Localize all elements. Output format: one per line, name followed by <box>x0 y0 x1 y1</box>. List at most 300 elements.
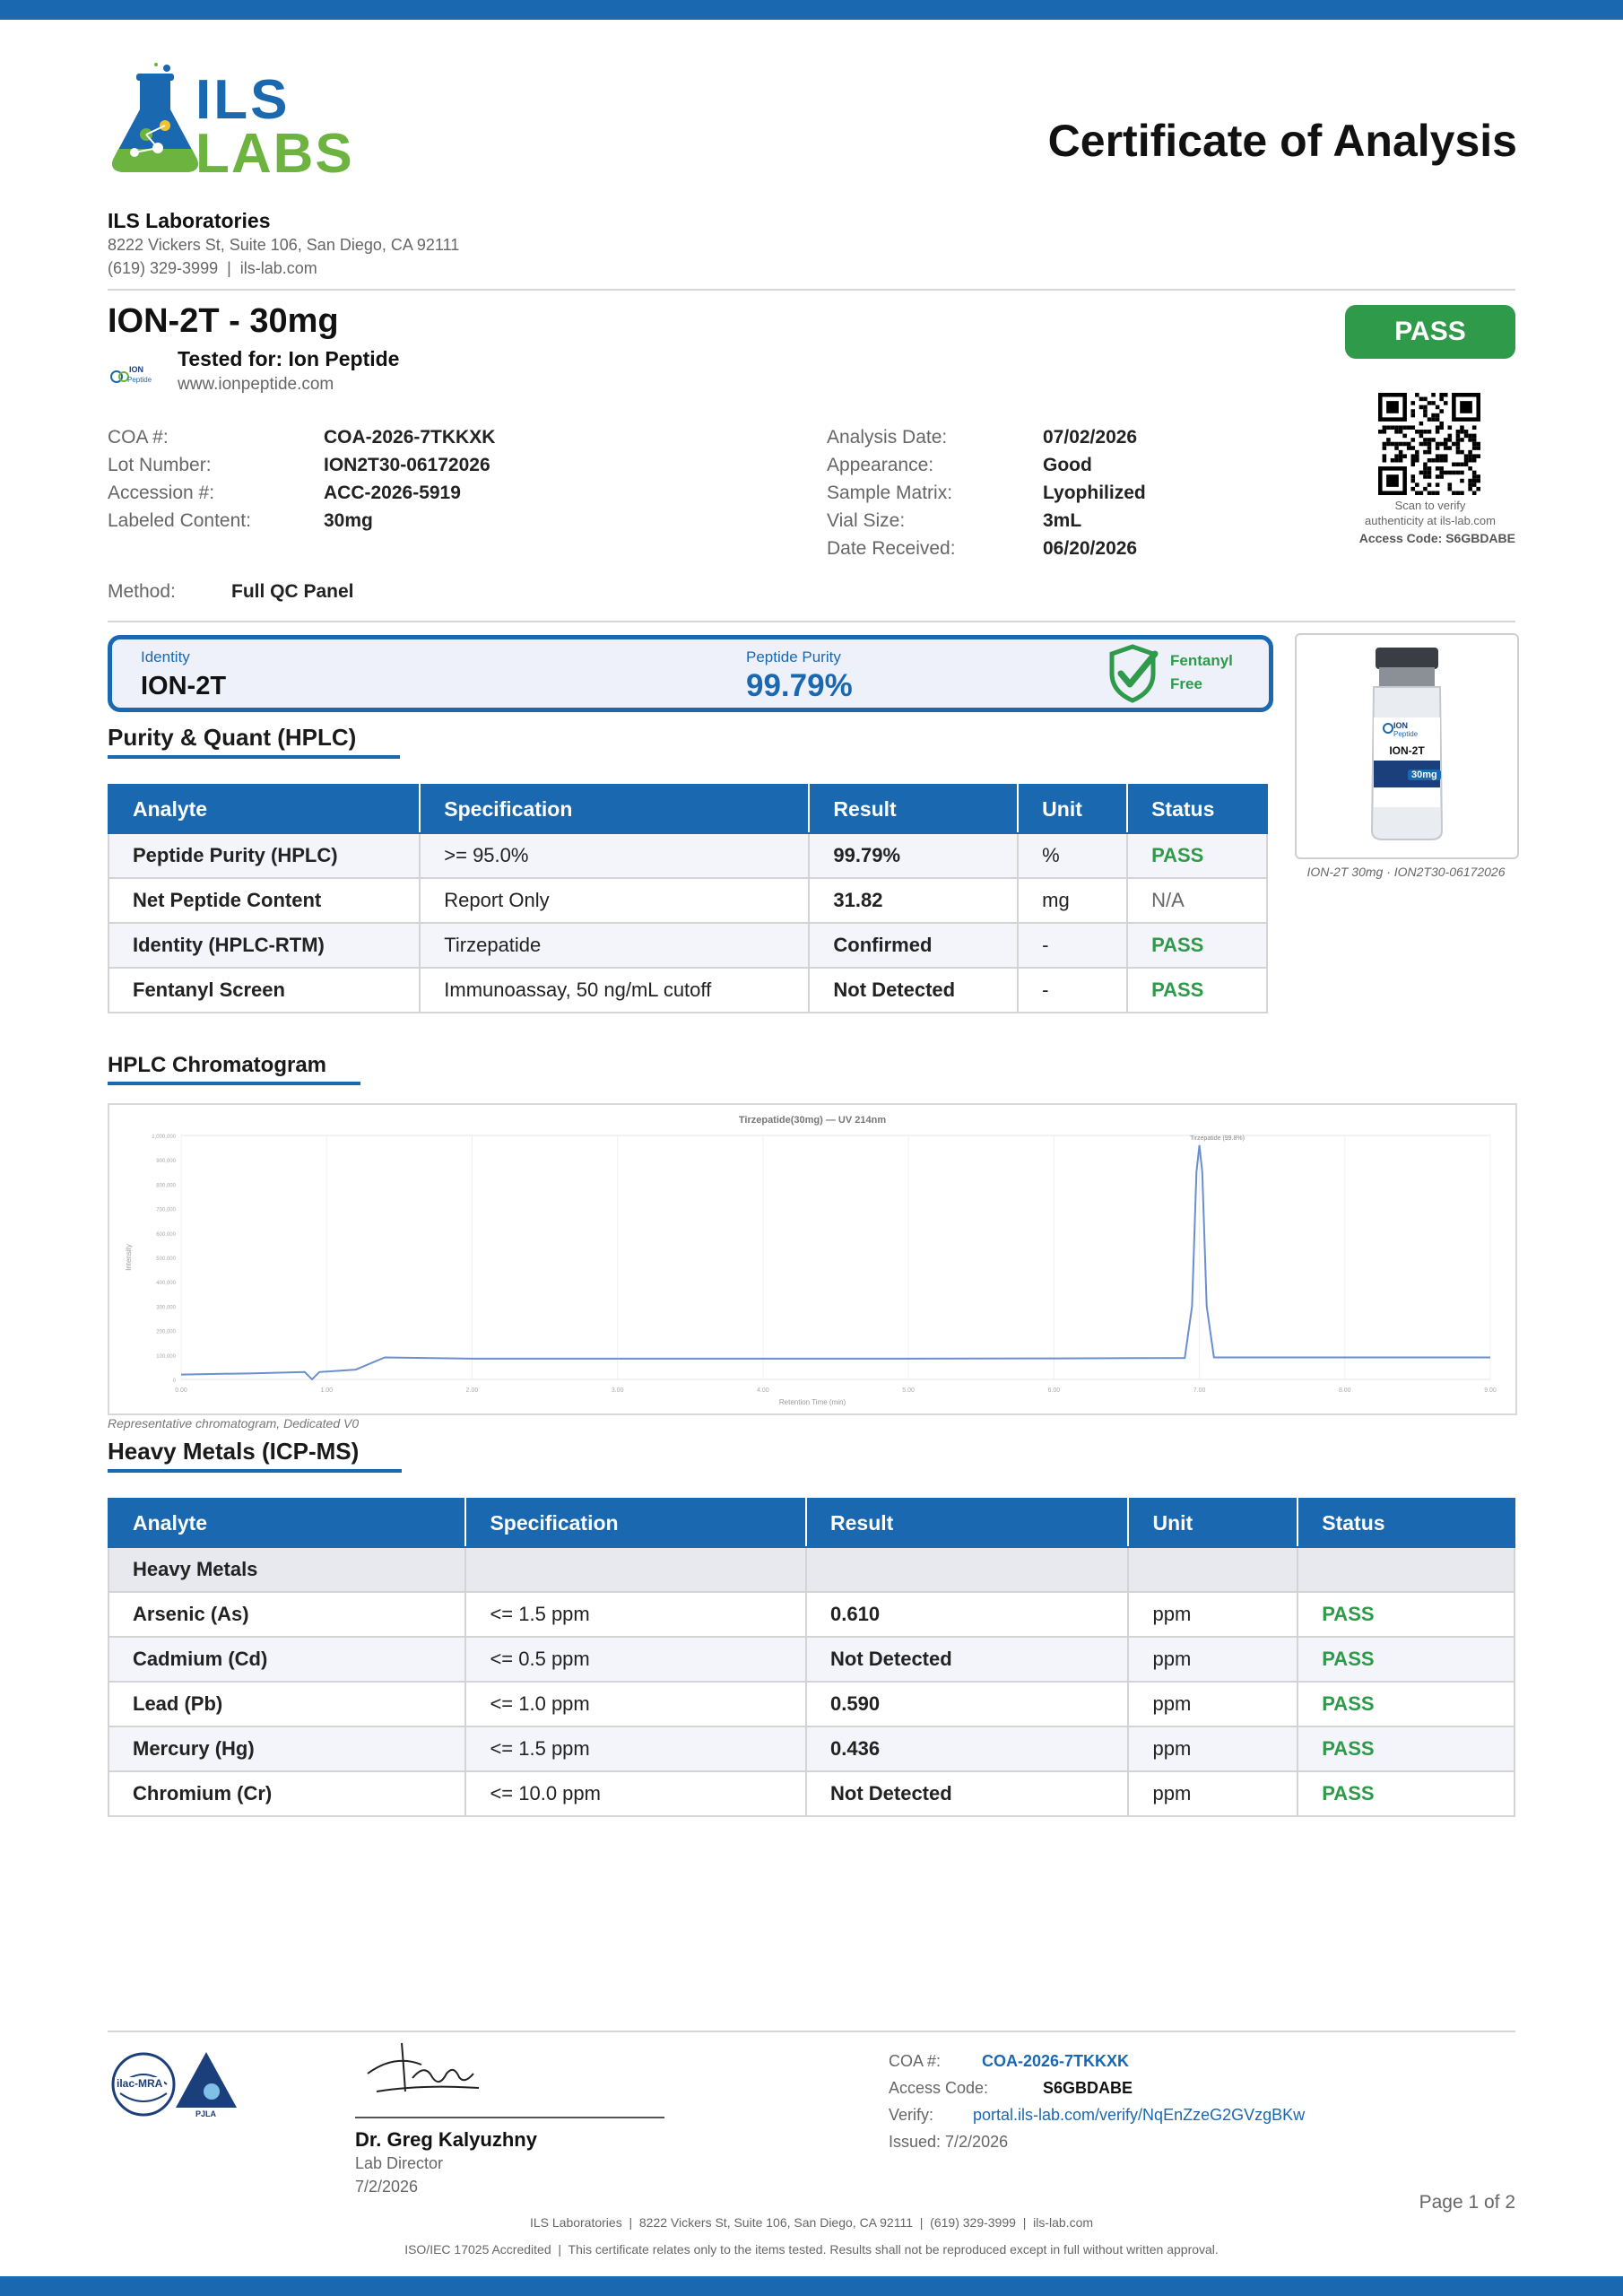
qr-module <box>1472 483 1477 487</box>
qr-module <box>1468 438 1472 442</box>
summary-box <box>108 635 1273 712</box>
signatory-name: Dr. Greg Kalyuzhny <box>355 2128 537 2151</box>
qr-module <box>1448 425 1453 430</box>
chart-y-tick-label: 500,000 <box>156 1257 176 1262</box>
qr-module <box>1444 458 1448 463</box>
qr-module <box>1460 450 1464 455</box>
qr-module <box>1415 393 1419 397</box>
page-number: Page 1 of 2 <box>1419 2192 1515 2213</box>
detail-value: Good <box>1043 455 1092 475</box>
status-cell: PASS <box>1298 1637 1515 1682</box>
verification-qr-code[interactable] <box>1378 393 1480 495</box>
detail-value: ACC-2026-5919 <box>324 483 461 503</box>
qr-module <box>1391 442 1395 447</box>
qr-module <box>1436 483 1440 487</box>
detail-label: Analysis Date: <box>827 427 948 448</box>
qr-module <box>1468 434 1472 439</box>
qr-module <box>1456 438 1461 442</box>
logo-text-labs: LABS <box>195 123 354 185</box>
chart-x-tick-label: 2.00 <box>465 1387 479 1394</box>
table-row <box>108 1637 1515 1682</box>
detail-value: COA-2026-7TKKXK <box>324 427 496 448</box>
method-divider <box>108 621 1515 622</box>
pass-badge-text: PASS <box>1394 317 1466 346</box>
qr-module <box>1410 446 1415 450</box>
qr-module <box>1386 442 1391 447</box>
client-logo-top: ION <box>129 365 144 374</box>
qr-module <box>1444 442 1448 447</box>
chart-y-tick-label: 1,000,000 <box>152 1135 176 1140</box>
qr-module <box>1419 397 1424 402</box>
ilac-mra-logo-icon <box>109 2047 253 2136</box>
heavy-metals-table <box>108 1498 1515 1817</box>
qr-module <box>1436 413 1440 418</box>
qr-module <box>1399 430 1403 434</box>
qr-module <box>1419 434 1424 439</box>
detail-value: 30mg <box>324 510 373 531</box>
qr-module <box>1407 425 1411 430</box>
qr-module <box>1444 393 1448 397</box>
qr-module <box>1423 397 1428 402</box>
qr-module <box>1391 458 1395 463</box>
footer-meta <box>889 2048 1305 2155</box>
qr-module <box>1472 474 1477 479</box>
qr-module <box>1415 491 1419 495</box>
qr-module <box>1444 446 1448 450</box>
qr-module <box>1472 442 1477 447</box>
column-header: Unit <box>1128 1499 1298 1547</box>
qr-module <box>1439 466 1444 471</box>
qr-module <box>1460 471 1464 475</box>
vial-label-name: ION-2T <box>1389 744 1425 757</box>
group-empty-cell <box>465 1547 806 1592</box>
qr-module <box>1452 463 1456 467</box>
hplc-results-table <box>108 784 1268 1013</box>
column-header: Status <box>1127 785 1267 833</box>
qr-module <box>1410 487 1415 491</box>
footer-issued: Issued: 7/2/2026 <box>889 2133 1009 2151</box>
chart-y-tick-label: 100,000 <box>156 1353 176 1360</box>
chart-x-tick-label: 0.00 <box>175 1387 187 1394</box>
group-empty-cell <box>1128 1547 1298 1592</box>
chromatogram-frame <box>108 1103 1517 1415</box>
verify-link[interactable]: portal.ils-lab.com/verify/NqEnZzeG2GVzgBKw <box>973 2106 1306 2124</box>
purity-label: Peptide Purity <box>746 648 841 665</box>
metals-section-underline <box>108 1469 402 1473</box>
qr-module <box>1439 474 1444 479</box>
footer-access-label: Access Code: <box>889 2079 989 2097</box>
qr-module <box>1394 430 1399 434</box>
qr-module <box>1431 491 1436 495</box>
qr-module <box>1410 458 1415 463</box>
chart-x-tick-label: 9.00 <box>1484 1387 1497 1394</box>
qr-module <box>1410 425 1415 430</box>
qr-module <box>1423 487 1428 491</box>
qr-module <box>1456 463 1461 467</box>
qr-module <box>1428 401 1432 405</box>
group-empty-cell <box>806 1547 1128 1592</box>
column-header: Analyte <box>108 785 420 833</box>
vial-label-dose: 30mg <box>1408 770 1441 780</box>
qr-module <box>1428 442 1432 447</box>
hplc-section-underline <box>108 755 400 759</box>
qr-module <box>1444 438 1448 442</box>
vial-label-sub: Peptide <box>1393 730 1419 738</box>
column-header: Specification <box>420 785 809 833</box>
qr-module <box>1419 442 1424 447</box>
chromatogram-chart <box>109 1105 1515 1413</box>
qr-module <box>1394 446 1399 450</box>
qr-module <box>1460 430 1464 434</box>
spec-cell: >= 95.0% <box>420 833 809 878</box>
qr-module <box>1472 471 1477 475</box>
qr-module <box>1468 479 1472 483</box>
chart-x-tick-label: 8.00 <box>1338 1387 1351 1394</box>
qr-module <box>1439 397 1444 402</box>
qr-module <box>1436 446 1440 450</box>
signature-line <box>355 2117 664 2118</box>
signature-date: 7/2/2026 <box>355 2178 419 2196</box>
qr-module <box>1456 491 1461 495</box>
result-cell: 99.79% <box>809 833 1018 878</box>
qr-module <box>1415 458 1419 463</box>
qr-module <box>1423 471 1428 475</box>
qr-module <box>1386 438 1391 442</box>
qr-module <box>1383 430 1387 434</box>
qr-module <box>1419 430 1424 434</box>
analyte-cell: Identity (HPLC-RTM) <box>108 923 420 968</box>
qr-module <box>1428 438 1432 442</box>
qr-module <box>1428 450 1432 455</box>
unit-cell: ppm <box>1128 1592 1298 1637</box>
qr-module <box>1410 438 1415 442</box>
qr-module <box>1410 474 1415 479</box>
spec-cell: <= 1.5 ppm <box>465 1726 806 1771</box>
qr-module <box>1383 454 1387 458</box>
qr-module <box>1456 450 1461 455</box>
table-row <box>108 1726 1515 1771</box>
qr-module <box>1476 487 1480 491</box>
qr-module <box>1410 413 1415 418</box>
qr-module <box>1456 471 1461 475</box>
qr-module <box>1472 425 1477 430</box>
lab-name: ILS Laboratories <box>108 209 271 232</box>
qr-module <box>1410 409 1415 413</box>
qr-module <box>1402 442 1407 447</box>
qr-module <box>1472 454 1477 458</box>
qr-module <box>1464 463 1469 467</box>
chart-y-tick-label: 800,000 <box>156 1183 176 1189</box>
unit-cell: - <box>1018 923 1127 968</box>
qr-module <box>1439 454 1444 458</box>
footer-divider <box>108 2031 1515 2032</box>
qr-module <box>1399 425 1403 430</box>
qr-module <box>1444 471 1448 475</box>
qr-module <box>1448 446 1453 450</box>
qr-module <box>1456 430 1461 434</box>
qr-module <box>1402 454 1407 458</box>
chart-y-tick-label: 600,000 <box>156 1231 176 1238</box>
qr-module <box>1378 430 1383 434</box>
product-title: ION-2T - 30mg <box>108 302 339 340</box>
qr-module <box>1472 479 1477 483</box>
qr-module <box>1472 446 1477 450</box>
qr-module <box>1444 401 1448 405</box>
qr-module <box>1448 483 1453 487</box>
qr-module <box>1436 405 1440 410</box>
qr-module <box>1423 466 1428 471</box>
qr-module <box>1468 458 1472 463</box>
qr-module <box>1452 471 1456 475</box>
qr-module <box>1436 442 1440 447</box>
qr-module <box>1439 409 1444 413</box>
chart-y-axis-label: Intensity <box>125 1244 133 1271</box>
result-cell: Not Detected <box>809 968 1018 1013</box>
qr-access-code: Access Code: S6GBDABE <box>1358 531 1515 545</box>
unit-cell: % <box>1018 833 1127 878</box>
client-logo <box>109 363 163 390</box>
detail-label: Accession #: <box>108 483 215 503</box>
result-cell: Not Detected <box>806 1637 1128 1682</box>
qr-module <box>1428 430 1432 434</box>
qr-module <box>1419 422 1424 426</box>
unit-cell: ppm <box>1128 1682 1298 1726</box>
qr-module <box>1460 479 1464 483</box>
qr-module <box>1460 401 1472 413</box>
identity-label: Identity <box>141 648 190 665</box>
column-header: Specification <box>465 1499 806 1547</box>
qr-module <box>1428 466 1432 471</box>
qr-module <box>1436 454 1440 458</box>
result-cell: 0.436 <box>806 1726 1128 1771</box>
qr-module <box>1448 438 1453 442</box>
group-row <box>108 1547 1515 1592</box>
qr-module <box>1468 466 1472 471</box>
qr-module <box>1428 491 1432 495</box>
footer-coa-value: COA-2026-7TKKXK <box>982 2052 1130 2070</box>
qr-module <box>1383 458 1387 463</box>
spec-cell: Report Only <box>420 878 809 923</box>
detail-value: 3mL <box>1043 510 1082 531</box>
chart-x-tick-label: 1.00 <box>320 1387 334 1394</box>
qr-module <box>1410 479 1415 483</box>
result-cell: 0.610 <box>806 1592 1128 1637</box>
unit-cell: ppm <box>1128 1726 1298 1771</box>
qr-module <box>1476 442 1480 447</box>
chart-y-tick-label: 900,000 <box>156 1159 176 1165</box>
detail-label: Date Received: <box>827 538 956 559</box>
status-cell: PASS <box>1127 923 1267 968</box>
chart-y-tick-label: 200,000 <box>156 1329 176 1335</box>
group-label: Heavy Metals <box>108 1547 465 1592</box>
result-cell: 31.82 <box>809 878 1018 923</box>
chromatogram-section-underline <box>108 1082 360 1085</box>
metals-section-title: Heavy Metals (ICP-MS) <box>108 1438 360 1465</box>
tested-for: Tested for: Ion Peptide <box>178 347 400 370</box>
chart-x-tick-label: 7.00 <box>1193 1387 1206 1394</box>
chart-x-tick-label: 3.00 <box>611 1387 624 1394</box>
accreditation-logos <box>109 2047 253 2136</box>
qr-module <box>1394 425 1399 430</box>
qr-module <box>1436 430 1440 434</box>
table-row <box>108 833 1267 878</box>
chromatogram-series-line <box>181 1145 1490 1379</box>
qr-module <box>1452 442 1456 447</box>
column-header: Status <box>1298 1499 1515 1547</box>
qr-module <box>1431 401 1436 405</box>
qr-module <box>1472 434 1477 439</box>
analyte-cell: Fentanyl Screen <box>108 968 420 1013</box>
detail-label: Labeled Content: <box>108 510 251 531</box>
product-vial-image <box>1295 633 1519 859</box>
qr-module <box>1383 442 1387 447</box>
spec-cell: <= 1.5 ppm <box>465 1592 806 1637</box>
qr-module <box>1464 430 1469 434</box>
status-cell: PASS <box>1298 1726 1515 1771</box>
detail-value: 07/02/2026 <box>1043 427 1138 448</box>
qr-module <box>1386 425 1391 430</box>
qr-module <box>1428 471 1432 475</box>
qr-module <box>1423 430 1428 434</box>
qr-module <box>1419 471 1424 475</box>
qr-module <box>1407 442 1411 447</box>
chart-y-tick-label: 0 <box>172 1378 176 1384</box>
status-cell: N/A <box>1127 878 1267 923</box>
qr-module <box>1394 454 1399 458</box>
analyte-cell: Peptide Purity (HPLC) <box>108 833 420 878</box>
qr-module <box>1452 491 1456 495</box>
lab-address: 8222 Vickers St, Suite 106, San Diego, CA 92111 <box>108 236 460 254</box>
qr-module <box>1460 463 1464 467</box>
chart-title: Tirzepatide(30mg) — UV 214nm <box>738 1115 887 1126</box>
qr-module <box>1402 425 1407 430</box>
chart-plot-area <box>181 1135 1490 1379</box>
qr-module <box>1476 446 1480 450</box>
qr-module <box>1391 425 1395 430</box>
analyte-cell: Chromium (Cr) <box>108 1771 465 1816</box>
qr-module <box>1410 401 1415 405</box>
spec-cell: Tirzepatide <box>420 923 809 968</box>
qr-module <box>1464 454 1469 458</box>
detail-label: Lot Number: <box>108 455 212 475</box>
fentanyl-line-1: Fentanyl <box>1170 652 1233 669</box>
status-cell: PASS <box>1298 1592 1515 1637</box>
qr-module <box>1476 474 1480 479</box>
column-header: Unit <box>1018 785 1127 833</box>
vial-label-top: ION <box>1393 721 1409 730</box>
qr-module <box>1423 438 1428 442</box>
analyte-cell: Lead (Pb) <box>108 1682 465 1726</box>
qr-module <box>1428 446 1432 450</box>
qr-module <box>1399 454 1403 458</box>
qr-module <box>1468 454 1472 458</box>
qr-module <box>1436 425 1440 430</box>
qr-module <box>1423 450 1428 455</box>
qr-module <box>1436 458 1440 463</box>
qr-module <box>1431 458 1436 463</box>
chart-y-tick-label: 700,000 <box>156 1207 176 1213</box>
unit-cell: - <box>1018 968 1127 1013</box>
qr-module <box>1444 454 1448 458</box>
qr-module <box>1386 401 1399 413</box>
qr-module <box>1448 434 1453 439</box>
qr-module <box>1419 491 1424 495</box>
qr-module <box>1423 405 1428 410</box>
table-row <box>108 878 1267 923</box>
result-cell: 0.590 <box>806 1682 1128 1726</box>
qr-module <box>1399 450 1403 455</box>
spec-cell: <= 0.5 ppm <box>465 1637 806 1682</box>
status-cell: PASS <box>1298 1771 1515 1816</box>
detail-value: 06/20/2026 <box>1043 538 1138 559</box>
flask-icon <box>106 63 204 179</box>
spec-cell: Immunoassay, 50 ng/mL cutoff <box>420 968 809 1013</box>
qr-module <box>1439 458 1444 463</box>
qr-module <box>1410 463 1415 467</box>
footer-verify-label: Verify: <box>889 2106 934 2124</box>
qr-module <box>1439 442 1444 447</box>
unit-cell: ppm <box>1128 1637 1298 1682</box>
qr-module <box>1415 454 1419 458</box>
qr-module <box>1394 458 1399 463</box>
analyte-cell: Cadmium (Cd) <box>108 1637 465 1682</box>
status-cell: PASS <box>1127 833 1267 878</box>
ilac-mra-text: ilac-MRA <box>117 2077 163 2090</box>
qr-code-icon <box>1378 393 1480 495</box>
peak-label: Tirzepatide (99.8%) <box>1190 1135 1245 1142</box>
unit-cell: ppm <box>1128 1771 1298 1816</box>
method-value: Full QC Panel <box>231 581 354 602</box>
qr-module <box>1428 483 1432 487</box>
status-cell: PASS <box>1298 1682 1515 1726</box>
signatory-role: Lab Director <box>355 2154 444 2172</box>
pass-badge <box>1345 305 1515 359</box>
logo-text-ils: ILS <box>195 69 291 131</box>
qr-module <box>1423 463 1428 467</box>
qr-module <box>1386 474 1399 487</box>
qr-module <box>1410 454 1415 458</box>
qr-caption-2: authenticity at ils-lab.com <box>1365 514 1496 527</box>
chart-x-tick-label: 5.00 <box>902 1387 915 1394</box>
qr-module <box>1439 422 1444 426</box>
qr-module <box>1464 458 1469 463</box>
qr-module <box>1431 417 1436 422</box>
purity-value: 99.79% <box>746 668 853 703</box>
ils-labs-logo <box>106 63 357 184</box>
method-label: Method: <box>108 581 176 602</box>
chart-y-tick-label: 400,000 <box>156 1281 176 1287</box>
lab-contact: (619) 329-3999 | ils-lab.com <box>108 259 317 277</box>
signature-image <box>359 2038 484 2100</box>
qr-module <box>1472 438 1477 442</box>
detail-label: Sample Matrix: <box>827 483 953 503</box>
qr-module <box>1460 491 1464 495</box>
table-row <box>108 968 1267 1013</box>
table-row <box>108 1771 1515 1816</box>
client-logo-bottom: Peptide <box>127 376 152 384</box>
analyte-cell: Arsenic (As) <box>108 1592 465 1637</box>
qr-module <box>1399 442 1403 447</box>
vial-caption: ION-2T 30mg · ION2T30-06172026 <box>1306 865 1506 879</box>
qr-module <box>1456 442 1461 447</box>
bottom-accent-bar <box>0 2276 1623 2296</box>
table-row <box>108 923 1267 968</box>
qr-module <box>1423 409 1428 413</box>
detail-label: COA #: <box>108 427 169 448</box>
chart-x-tick-label: 4.00 <box>757 1387 769 1394</box>
qr-module <box>1460 438 1464 442</box>
qr-module <box>1436 466 1440 471</box>
